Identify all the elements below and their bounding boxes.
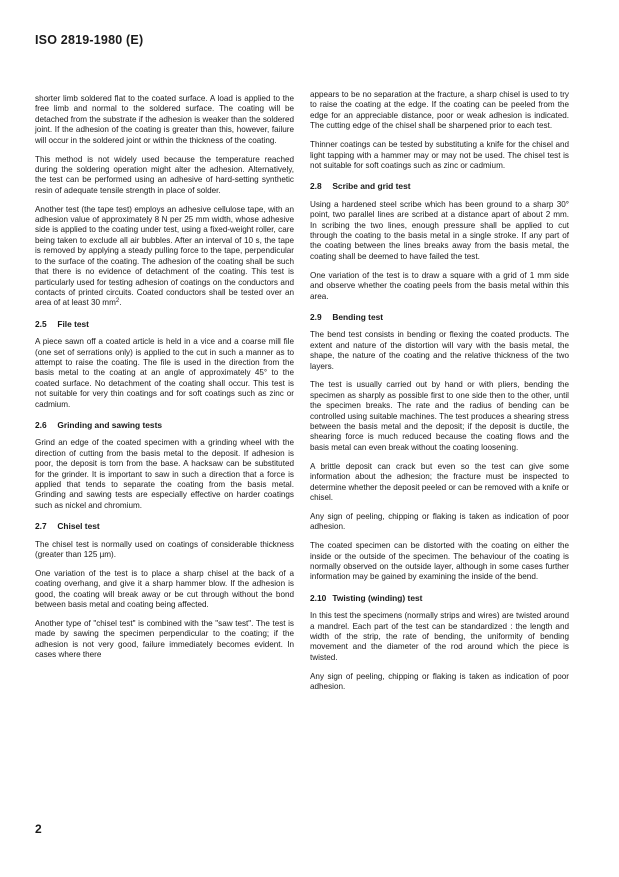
section-number: 2.5 bbox=[35, 318, 47, 329]
paragraph: Thinner coatings can be tested by substituting a knife for the chisel and light tapping with a hammer may or may not be used. The chisel test is not suitable for soft coatings such as zinc or cadmium. bbox=[310, 140, 569, 170]
right-column bbox=[310, 90, 569, 701]
paragraph: The chisel test is normally used on coatings of considerable thickness (greater than 125 µm). bbox=[35, 539, 294, 560]
paragraph: Another type of "chisel test" is combined with the "saw test". The test is made by sawing the specimen perpendicular to the coating; if the adhesion is not very good, failure immediately becomes evident. In cases where there bbox=[35, 619, 294, 660]
paragraph: Grind an edge of the coated specimen with a grinding wheel with the direction of cutting from the basis metal to the deposit. If adhesion is poor, the deposit is torn from the base. A hacksaw can be substituted for the grinder. It is important to saw in such a direction that a force is applied that tends to separate the coating from the basis metal. Grinding and sawing tests are especially effective on harder coatings such as nickel and chromium. bbox=[35, 438, 294, 510]
section-heading-2-9 bbox=[310, 312, 569, 322]
paragraph: Any sign of peeling, chipping or flaking is taken as indication of poor adhesion. bbox=[310, 671, 569, 692]
paragraph bbox=[35, 205, 294, 309]
paragraph: One variation of the test is to draw a square with a grid of 1 mm side and observe whether the coating peels from the basis metal within this area. bbox=[310, 270, 569, 301]
paragraph: A piece sawn off a coated article is held in a vice and a coarse mill file (one set of serrations only) is applied to the cut in such a manner as to attempt to raise the coating. The file is used in the direction from the basis metal to the coating at an angle of approximately 45° to the coated surface. No detachment of the coating shall occur. This test is not suitable for very thin coatings and for soft coatings such as zinc or cadmium. bbox=[35, 337, 294, 409]
section-title: Chisel test bbox=[57, 521, 100, 532]
paragraph: The bend test consists in bending or flexing the coated products. The extent and nature of the distortion will vary with the basis metal, the shape, the nature of the coating and the relative thickness of the two layers. bbox=[310, 330, 569, 371]
section-number: 2.9 bbox=[310, 311, 322, 322]
section-title: Bending test bbox=[332, 311, 384, 322]
section-number: 2.6 bbox=[35, 419, 47, 430]
section-number: 2.7 bbox=[35, 521, 47, 532]
section-heading-2-10 bbox=[310, 593, 569, 603]
paragraph: This method is not widely used because the temperature reached during the soldering operation might alter the adhesion. Alternatively, the test can be performed using an adhesive of hard-setting synthetic resin of adequate tensile strength in place of solder. bbox=[35, 154, 294, 195]
period: . bbox=[119, 298, 122, 308]
section-title: Twisting (winding) test bbox=[332, 592, 423, 603]
paragraph: The test is usually carried out by hand or with pliers, bending the specimen as sharply as possible first to one side then to the other, until the specimen breaks. The rate and the radius of bending can be controlled using suitable machines. The test produces a shearing stress between the basis metal and the deposit; if the deposit is ductile, the shearing force is much reduced because the coating flows and the basis metal can even break without the coating loosening. bbox=[310, 380, 569, 452]
paragraph: A brittle deposit can crack but even so the test can give some information about the adhesion; the fracture must be inspected to determine whether the deposit peeled or can be removed with a knife or chisel. bbox=[310, 461, 569, 502]
section-heading-2-6 bbox=[35, 420, 294, 430]
superscript: 2 bbox=[115, 298, 120, 305]
section-heading-2-8 bbox=[310, 181, 569, 191]
section-heading-2-7 bbox=[35, 521, 294, 531]
paragraph: The coated specimen can be distorted with the coating on either the inside or the outside of the specimen. The behaviour of the coating is normally observed on the outside layer, although in some cases further information may be gained by examining the inside of the bend. bbox=[310, 541, 569, 582]
section-number: 2.8 bbox=[310, 181, 322, 192]
section-heading-2-5 bbox=[35, 319, 294, 329]
paragraph: appears to be no separation at the fracture, a sharp chisel is used to try to raise the coating at the edge. If the coating can be peeled from the edge for an appreciable distance, poor or weak adhesion is indicated. The cutting edge of the chisel shall be sharpened prior to each test. bbox=[310, 90, 569, 131]
section-title: File test bbox=[57, 318, 89, 329]
paragraph: Any sign of peeling, chipping or flaking is taken as indication of poor adhesion. bbox=[310, 511, 569, 532]
left-column bbox=[35, 94, 294, 669]
paragraph: In this test the specimens (normally strips and wires) are twisted around a mandrel. Each part of the test can be standardized : the length and width of the strip, the rate of bending, the uniformity of bending movement and the diameter of the rod around which the piece is twisted. bbox=[310, 611, 569, 662]
paragraph: Using a hardened steel scribe which has been ground to a sharp 30° point, two parallel lines are scribed at a distance apart of about 2 mm. In scribing the two lines, enough pressure shall be applied to cut through the coating to the basis metal in a single stroke. If any part of the coating between the lines breaks away from the basis metal, the coating shall be deemed to have failed the test. bbox=[310, 199, 569, 261]
section-title: Grinding and sawing tests bbox=[57, 419, 163, 430]
paragraph: One variation of the test is to place a sharp chisel at the back of a coating overhang, and give it a sharp hammer blow. If the adhesion is good, the coating will break away or be cut through without the bond between basis metal and coating being affected. bbox=[35, 568, 294, 610]
section-number: 2.10 bbox=[310, 592, 327, 603]
section-title: Scribe and grid test bbox=[332, 181, 411, 192]
tape-test-text: Another test (the tape test) employs an adhesive cellulose tape, with an adhesion value of approximately 8 N per 25 mm width, whose adhesive side is applied to the coating under test, using a fixed-weight roller, care being taken to exclude all air bubbles. After an interval of 10 s, the tape is removed by applying a steady pulling force to the tape, perpendicular to the surface of the coating. The adhesion of the coating shall be such that there is no evidence of detachment of the coating. This test is particularly used for testing adhesion of coatings on the conductors and contacts of printed circuits. Coated conductors shall be tested over an area of at least 30 mm bbox=[35, 204, 294, 308]
document-header: ISO 2819-1980 (E) bbox=[35, 33, 144, 47]
paragraph: shorter limb soldered flat to the coated surface. A load is applied to the free limb and normal to the soldered surface. The coating will be detached from the substrate if the adhesion is weaker than the soldered joint. If the adhesion of the coating is greater than this, however, failure will occur in the soldered joint or within the thickness of the coating. bbox=[35, 94, 294, 145]
page-number: 2 bbox=[35, 822, 42, 836]
